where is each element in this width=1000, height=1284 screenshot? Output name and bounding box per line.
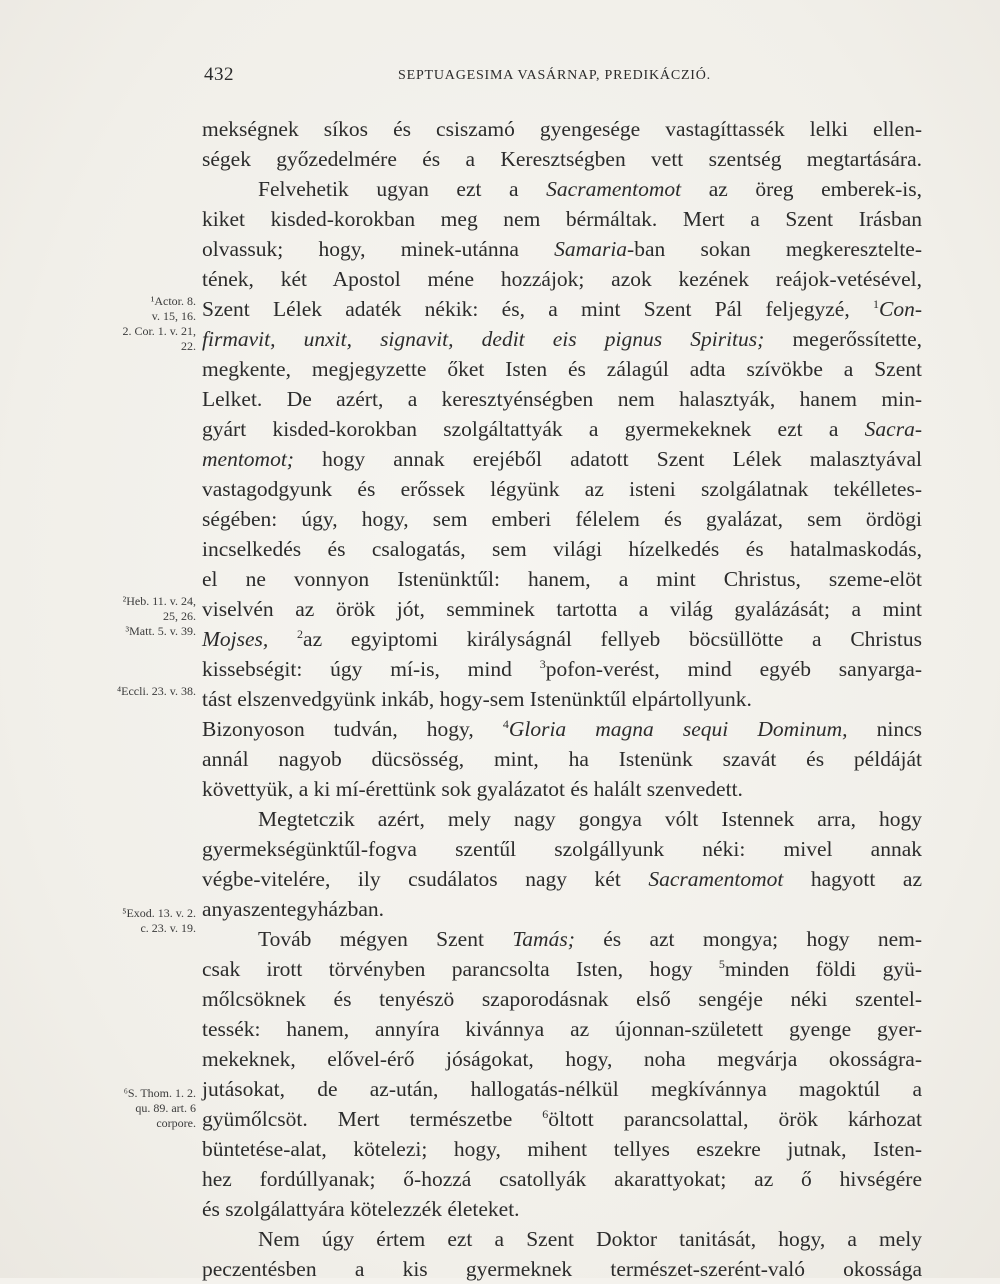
text-segment: öltott parancsolattal, örök kárhozat xyxy=(548,1107,922,1131)
margin-note xyxy=(86,684,196,699)
text-segment: mekeknek, elővel-érő jóságokat, hogy, noha megvárja okosságra- xyxy=(202,1047,922,1071)
margin-note xyxy=(86,594,196,639)
text-segment: annál nagyob dücsösség, mint, ha Istenünk szavát és példáját xyxy=(202,747,922,771)
text-segment: gyümőlcsöt. Mert természetbe xyxy=(202,1107,543,1131)
text-segment: jutásokat, de az-után, hallogatás-nélkül megkívánnya magoktúl a xyxy=(202,1077,922,1101)
text-line xyxy=(202,234,922,264)
italic-text: mentomot; xyxy=(202,447,294,471)
footnote-marker: 4 xyxy=(502,717,509,731)
margin-note-line: 25, 26. xyxy=(163,609,196,623)
text-segment: mőlcsöknek és tenyészö szaporodásnak első sengéje néki szentel- xyxy=(202,987,922,1011)
margin-note-line: c. 23. v. 19. xyxy=(140,921,196,935)
footnote-marker: 1 xyxy=(873,297,879,311)
text-line xyxy=(202,1194,922,1224)
italic-text: Sacramentomot xyxy=(546,177,682,201)
text-line xyxy=(202,1014,922,1044)
text-segment: peczentésben a kis gyermeknek természet-szerént-való okossága xyxy=(202,1257,922,1281)
italic-text: Sacramentomot xyxy=(648,867,784,891)
footnote-marker: 2 xyxy=(297,627,304,641)
text-line xyxy=(258,1224,922,1254)
text-segment: anyaszentegyházban. xyxy=(202,897,385,921)
italic-text: Con- xyxy=(879,297,922,321)
margin-note-line: 22. xyxy=(181,339,196,353)
text-segment: -ban sokan megkereszteltе- xyxy=(627,237,922,261)
text-segment: el ne vonnyon Istenünktűl: hanem, a mint Christus, szeme-elöt xyxy=(202,567,922,591)
text-segment: megerőssítette, xyxy=(764,327,922,351)
text-line xyxy=(202,1254,922,1284)
footnote-marker: 5 xyxy=(718,957,725,971)
italic-text: Mojses, xyxy=(202,627,269,651)
text-segment: Bizonyoson tudván, hogy, xyxy=(202,717,503,741)
text-segment: csak irott törvényben parancsolta Isten, hogy xyxy=(202,957,719,981)
text-line xyxy=(202,834,922,864)
margin-note-line: 2. Cor. 1. v. 21, xyxy=(122,324,196,338)
text-line xyxy=(202,444,922,474)
text-line xyxy=(202,474,922,504)
text-line xyxy=(202,534,922,564)
text-line xyxy=(202,954,922,984)
text-line xyxy=(202,144,922,174)
text-segment: követtyük, a ki mí-érettünk sok gyalázatot és halált szenvedett. xyxy=(202,777,743,801)
text-line xyxy=(202,654,922,684)
text-line xyxy=(202,294,922,324)
text-line xyxy=(202,324,922,354)
text-segment: kiket kisded-korokban meg nem bérmáltak. Mert a Szent Irásban xyxy=(202,207,922,231)
text-segment: nincs xyxy=(847,717,922,741)
text-line xyxy=(202,264,922,294)
text-segment: incselkedés és csalogatás, sem világi hízelkedés és hatalmaskodás, xyxy=(202,537,922,561)
text-segment: hogy annak erejéből adatott Szent Lélek malasztyával xyxy=(293,447,922,471)
text-segment: gyárt kisded-korokban szolgáltattyák a gyermekeknek ezt a xyxy=(202,417,865,441)
text-segment: ségek győzedelmére és a Keresztségben vett szentség megtartására. xyxy=(202,147,922,171)
text-segment: hez fordúllyanak; ő-hozzá csatollyák akarattyokat; az ő hivségére xyxy=(202,1167,922,1191)
text-segment: Lelket. De azért, a keresztyénségben nem halasztyák, hanem min- xyxy=(202,387,922,411)
text-line xyxy=(202,1134,922,1164)
text-segment: tének, két Apostol méne hozzájok; azok kezének reájok-vetésével, xyxy=(202,267,922,291)
margin-note xyxy=(86,294,196,354)
margin-note-line: qu. 89. art. 6 xyxy=(135,1101,196,1115)
italic-text: Tamás; xyxy=(512,927,575,951)
text-line xyxy=(202,714,922,744)
text-line xyxy=(202,744,922,774)
text-segment: olvassuk; hogy, minek-utánna xyxy=(202,237,555,261)
text-line xyxy=(202,894,922,924)
text-segment: kissebségit: úgy mí-is, mind xyxy=(202,657,540,681)
text-segment: viselvén az örök jót, semminek tartotta a világ gyalázását; a mint xyxy=(202,597,922,621)
text-line xyxy=(202,594,922,624)
text-line xyxy=(202,1164,922,1194)
text-segment xyxy=(268,627,297,651)
text-line xyxy=(202,984,922,1014)
text-segment: végbe-vitelére, ily csudálatos nagy két xyxy=(202,867,649,891)
italic-text: Gloria magna sequi Dominum, xyxy=(508,717,848,741)
text-line xyxy=(202,504,922,534)
text-line xyxy=(202,624,922,654)
margin-note-line: ²Heb. 11. v. 24, xyxy=(122,594,196,608)
text-line xyxy=(202,1044,922,1074)
text-segment: az öreg emberek-is, xyxy=(681,177,922,201)
text-segment: az egyiptomi királyságnál fellyeb böcsüllötte a Christus xyxy=(303,627,923,651)
text-line xyxy=(202,864,922,894)
italic-text: Samaria xyxy=(554,237,628,261)
footnote-marker: 6 xyxy=(542,1107,549,1121)
margin-note xyxy=(86,1086,196,1131)
text-segment: minden földi gyü- xyxy=(724,957,922,981)
text-line xyxy=(202,114,922,144)
text-line xyxy=(202,384,922,414)
text-line xyxy=(258,804,922,834)
text-segment: és azt mongya; hogy nem- xyxy=(574,927,923,951)
text-line xyxy=(202,354,922,384)
text-segment: tessék: hanem, annyíra kivánnya az újonnan-született gyenge gyer- xyxy=(202,1017,922,1041)
text-line xyxy=(202,204,922,234)
page-number: 432 xyxy=(204,64,234,85)
text-segment: büntetése-alat, kötelezi; hogy, mihent tellyes eszekre jutnak, Isten- xyxy=(202,1137,922,1161)
page-header xyxy=(200,64,920,94)
text-line xyxy=(202,1074,922,1104)
text-segment: tást elszenvedgyünk inkáb, hogy-sem Istenünktűl elpártollyunk. xyxy=(202,687,752,711)
text-line xyxy=(202,414,922,444)
text-segment: Nem úgy értem ezt a Szent Doktor tanitását, hogy, a mely xyxy=(258,1227,922,1251)
footnote-marker: 3 xyxy=(539,657,546,671)
text-segment: pofon-verést, mind egyéb sanyarga- xyxy=(545,657,922,681)
text-segment: Továb mégyen Szent xyxy=(258,927,513,951)
text-segment: mekségnek síkos és csiszamó gyengesége vastagíttassék lelki ellen- xyxy=(202,117,922,141)
text-segment: megkente, megjegyzette őket Isten és zálagúl adta szívökbe a Szent xyxy=(202,357,922,381)
margin-note-line: ¹Actor. 8. xyxy=(150,294,196,308)
margin-note-line: corpore. xyxy=(156,1116,196,1130)
margin-note xyxy=(86,906,196,936)
text-line xyxy=(258,924,922,954)
italic-text: Sacra- xyxy=(864,417,922,441)
running-head: SEPTUAGESIMA VASÁRNAP, PREDIKÁCZIÓ. xyxy=(398,68,711,83)
margin-note-line: v. 15, 16. xyxy=(151,309,196,323)
text-line xyxy=(258,174,922,204)
text-segment: Megtetczik azért, mely nagy gongya vólt Istennek arra, hogy xyxy=(258,807,922,831)
text-segment: hagyott az xyxy=(783,867,922,891)
text-segment: és szolgálattyára kötelezzék életeket. xyxy=(202,1197,520,1221)
margin-note-line: ³Matt. 5. v. 39. xyxy=(125,624,196,638)
text-segment: gyermekségünktűl-fogva szentűl szolgállyunk néki: mivel annak xyxy=(202,837,922,861)
text-segment: vastagodgyunk és erőssek légyünk az isteni szolgálatnak tekélletes- xyxy=(202,477,922,501)
text-line xyxy=(202,1104,922,1134)
text-line xyxy=(202,564,922,594)
italic-text: firmavit, unxit, signavit, dedit eis pignus Spiritus; xyxy=(202,327,765,351)
text-segment: Szent Lélek adaték nékik: és, a mint Szent Pál feljegyzé, xyxy=(202,297,873,321)
margin-note-line: ⁴Eccli. 23. v. 38. xyxy=(116,684,196,698)
margin-note-line: ⁵Exod. 13. v. 2. xyxy=(122,906,196,920)
text-line xyxy=(202,774,922,804)
text-line xyxy=(202,684,922,714)
text-segment: Felvehetik ugyan ezt a xyxy=(258,177,547,201)
text-segment: ségében: úgy, hogy, sem emberi félelem és gyalázat, sem ördögi xyxy=(202,507,922,531)
margin-note-line: ⁶S. Thom. 1. 2. xyxy=(123,1086,196,1100)
